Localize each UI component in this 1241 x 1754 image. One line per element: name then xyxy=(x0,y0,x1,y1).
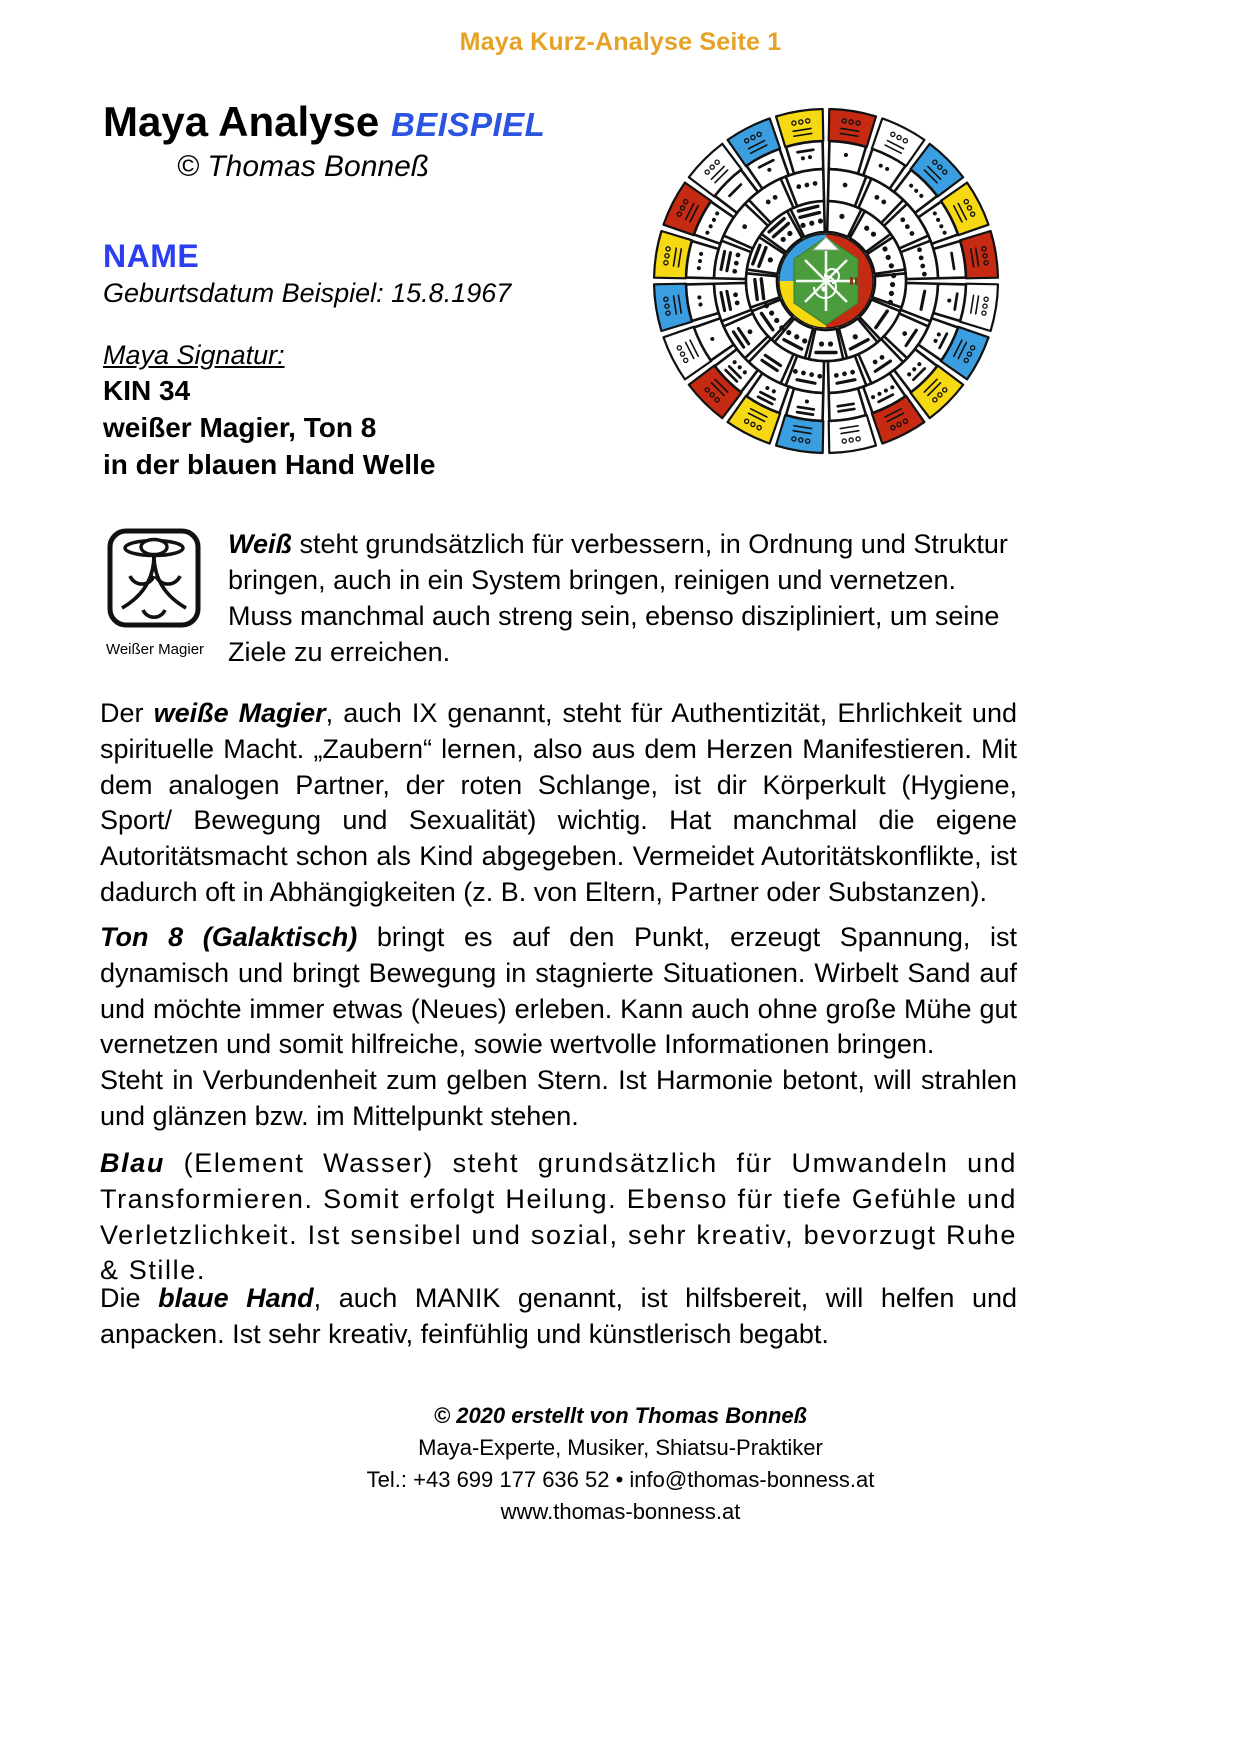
page-footer xyxy=(0,1400,1241,1528)
wave-line: in der blauen Hand Welle xyxy=(103,449,436,481)
mandala-center xyxy=(779,234,873,328)
page-title xyxy=(103,100,623,144)
paragraph-tone-8 xyxy=(100,920,1017,1135)
glyph-caption: Weißer Magier xyxy=(105,641,205,658)
footer-contact: Tel.: +43 699 177 636 52 • info@thomas-bonness.at xyxy=(366,1466,875,1492)
footer-roles: Maya-Experte, Musiker, Shiatsu-Praktiker xyxy=(418,1434,823,1460)
p4-pre: Die xyxy=(100,1283,159,1313)
paragraph-blue xyxy=(100,1146,1017,1289)
p2-rest: bringt es auf den Punkt, erzeugt Spannung, ist dynamisch und bringt Bewegung in stagnierte Situationen. Wirbelt Sand auf und möchte immer etwas (Neues) erleben. Kann auch ohne große Mühe gut vernetzen und somit hilfreiche, sowie wertvolle Informationen bringen. xyxy=(100,922,1018,1060)
p3-emphasis: Blau xyxy=(100,1148,165,1178)
p3-rest: (Element Wasser) steht grundsätzlich für Umwandeln und Transformieren. Somit erfolgt Heilung. Ebenso für tiefe Gefühle und Verletzlichkeit. Ist sensibel und sozial, sehr kreativ, bevorzugt Ruhe & Stille. xyxy=(100,1148,1017,1286)
p2-tail: Steht in Verbundenheit zum gelben Stern. Ist Harmonie betont, will strahlen und glänzen bzw. im Mittelpunkt stehen. xyxy=(100,1065,1017,1131)
title-main-text: Maya Analyse xyxy=(103,98,380,145)
footer-copyright: © 2020 erstellt von Thomas Bonneß xyxy=(433,1403,808,1428)
author-byline: © Thomas Bonneß xyxy=(176,150,430,184)
title-block xyxy=(103,100,623,184)
intro-paragraph xyxy=(228,527,1016,671)
p2-emphasis: Ton 8 (Galaktisch) xyxy=(100,922,358,952)
footer-website: www.thomas-bonness.at xyxy=(500,1498,741,1524)
p1-rest: , auch IX genannt, steht für Authentizität, Ehrlichkeit und spirituelle Macht. „Zaubern“ lernen, also aus dem Herzen Manifestieren. Mit dem analogen Partner, der roten Schlange, ist dir Körperkult (Hygiene, Sport/ Bewegung und Sexualität) wichtig. Hat manchmal die eigene Autoritätsmacht schon als Kind abgegeben. Vermeidet Autoritätskonflikte, ist dadurch oft in Abhängigkeiten (z. B. von Eltern, Partner oder Substanzen). xyxy=(100,698,1017,907)
birthdate-line: Geburtsdatum Beispiel: 15.8.1967 xyxy=(103,278,512,308)
person-name-heading: NAME xyxy=(103,238,200,274)
signature-label: Maya Signatur: xyxy=(103,340,285,370)
p1-pre: Der xyxy=(100,698,154,728)
paragraph-blue-hand xyxy=(100,1281,1017,1353)
p4-emphasis: blaue Hand xyxy=(158,1283,314,1313)
white-magician-glyph xyxy=(105,526,203,630)
title-qualifier: BEISPIEL xyxy=(390,106,546,143)
sign-line: weißer Magier, Ton 8 xyxy=(103,412,377,444)
paragraph-white-magician xyxy=(100,696,1017,911)
intro-lead-word: Weiß xyxy=(228,529,293,559)
p1-emphasis: weiße Magier xyxy=(153,698,326,728)
kin-line: KIN 34 xyxy=(103,375,191,406)
tzolkin-mandala-image xyxy=(648,103,1004,459)
running-header: Maya Kurz-Analyse Seite 1 xyxy=(459,28,782,56)
p4-rest: , auch MANIK genannt, ist hilfsbereit, will helfen und anpacken. Ist sehr kreativ, feinfühlig und künstlerisch begabt. xyxy=(100,1283,1017,1349)
intro-rest-text: steht grundsätzlich für verbessern, in Ordnung und Struktur bringen, auch in ein System bringen, reinigen und vernetzen. Muss manchmal auch streng sein, ebenso diszipliniert, um seine Ziele zu erreichen. xyxy=(228,529,1008,667)
signature-values xyxy=(103,372,435,484)
